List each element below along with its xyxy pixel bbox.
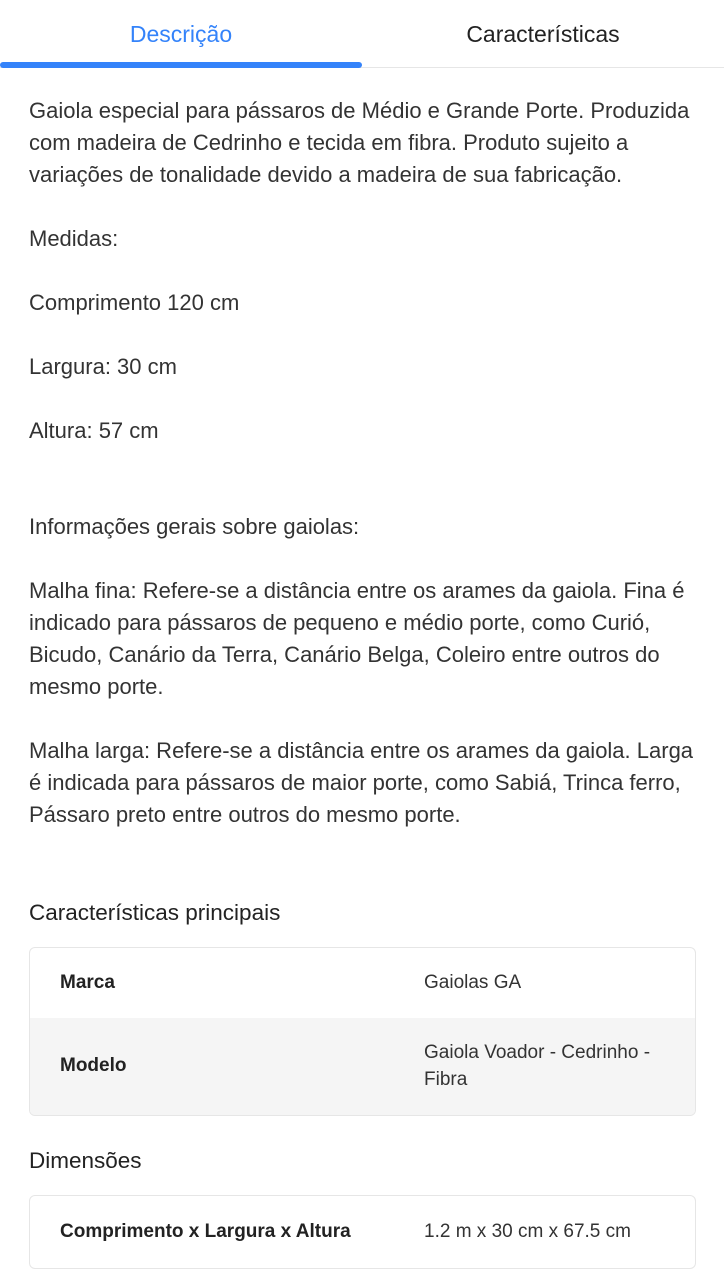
fine-mesh-paragraph: Malha fina: Refere-se a distância entre os arames da gaiola. Fina é indicado para pássaros de pequeno e médio porte, como Curió, Bicudo, Canário da Terra, Canário Belga, Coleiro entre outros do mesmo porte. [29, 578, 685, 699]
spec-key: Marca [60, 972, 115, 993]
spec-row-brand [30, 948, 695, 1018]
active-tab-indicator [0, 62, 362, 68]
general-info-heading: Informações gerais sobre gaiolas: [29, 514, 360, 539]
measure-width: Largura: 30 cm [29, 354, 177, 379]
main-specs-table [29, 947, 696, 1116]
wide-mesh-paragraph: Malha larga: Refere-se a distância entre os arames da gaiola. Larga é indicada para pássaros de maior porte, como Sabiá, Trinca ferro, Pássaro preto entre outros do mesmo porte. [29, 738, 694, 827]
spec-value: Gaiolas GA [424, 972, 522, 993]
spec-value: Gaiola Voador - Cedrinho - Fibra [424, 1042, 651, 1090]
tab-description[interactable]: Descrição [129, 20, 233, 47]
spec-row-model [30, 1018, 695, 1116]
measure-length: Comprimento 120 cm [29, 290, 240, 315]
tab-characteristics[interactable]: Características [466, 20, 620, 47]
description-paragraph: Gaiola especial para pássaros de Médio e Grande Porte. Produzida com madeira de Cedrinho e tecida em fibra. Produto sujeito a variações de tonalidade devido a madeira de sua fabricação. [29, 98, 690, 187]
measures-heading: Medidas: [29, 226, 119, 251]
dimensions-title: Dimensões [29, 1148, 142, 1173]
dimension-key: Comprimento x Largura x Altura [60, 1221, 351, 1242]
spec-key: Modelo [60, 1055, 127, 1076]
dimension-value: 1.2 m x 30 cm x 67.5 cm [424, 1221, 631, 1242]
main-specs-title: Características principais [29, 900, 281, 925]
measure-height: Altura: 57 cm [29, 418, 159, 443]
dimension-row [30, 1196, 695, 1269]
product-description [29, 95, 699, 831]
dimensions-table [29, 1195, 696, 1269]
tab-bar [0, 0, 724, 68]
